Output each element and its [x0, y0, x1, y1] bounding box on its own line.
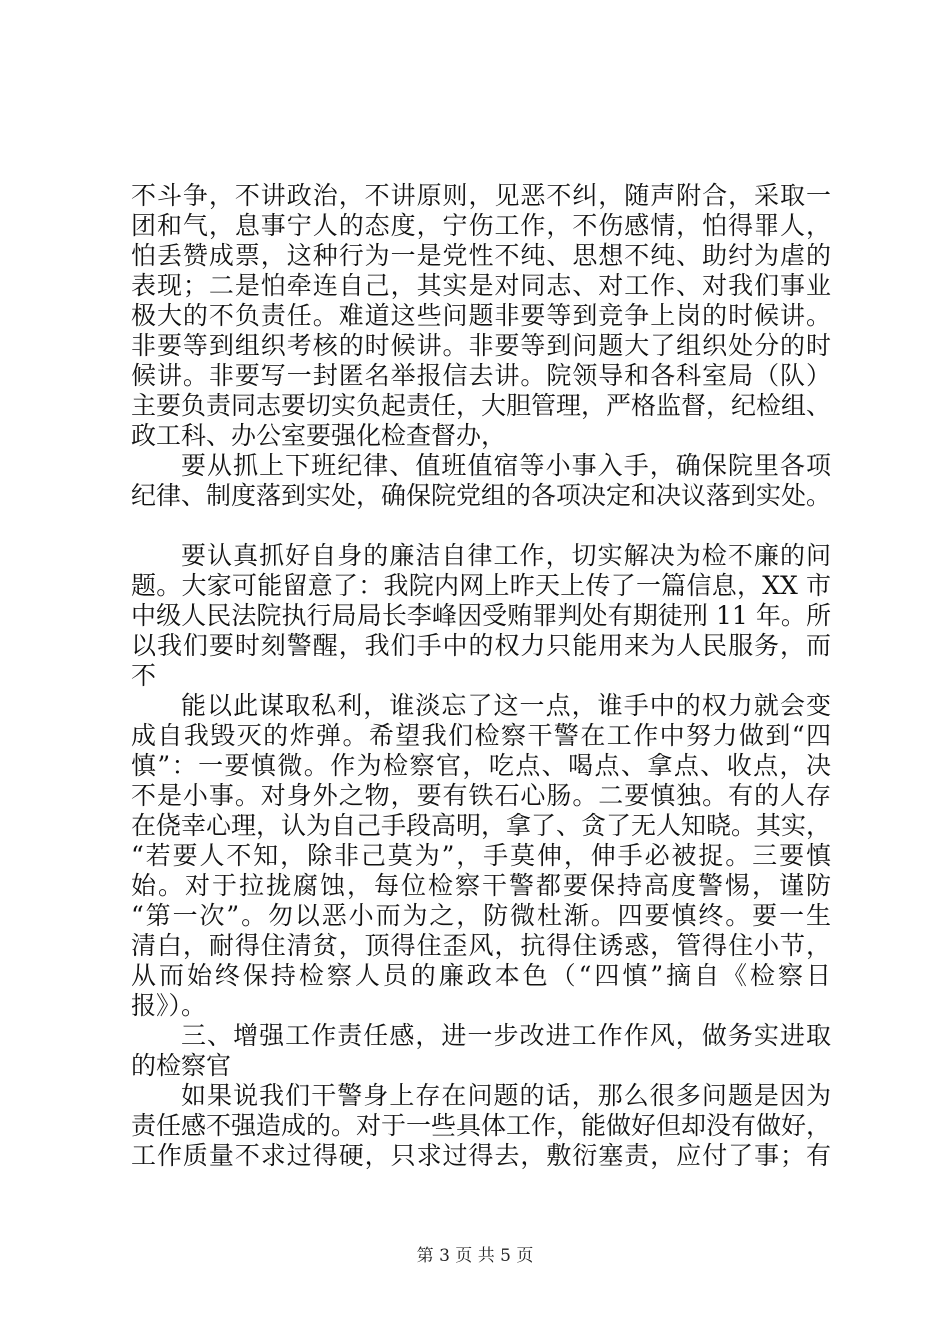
- text-line: 报》）。: [131, 991, 207, 1020]
- text-line: 始。对于拉拢腐蚀，每位检察干警都要保持高度警惕，谨防: [131, 871, 831, 900]
- text-line: 不斗争，不讲政治，不讲原则，见恶不纠，随声附合，采取一: [131, 181, 831, 210]
- text-line: 极大的不负责任。难道这些问题非要等到竞争上岗的时候讲。: [131, 301, 831, 330]
- text-line: 以我们要时刻警醒，我们手中的权力只能用来为人民服务，而: [131, 631, 831, 660]
- text-line: 如果说我们干警身上存在问题的话，那么很多问题是因为: [181, 1081, 831, 1110]
- text-line: 纪律、制度落到实处，确保院党组的各项决定和决议落到实处。: [131, 481, 832, 510]
- page-number-footer: 第 3 页 共 5 页: [416, 1246, 534, 1266]
- section-heading: 的检察官: [131, 1051, 232, 1080]
- text-line: 慎”：一要慎微。作为检察官，吃点、喝点、拿点、收点，决: [131, 751, 831, 780]
- text-line: 要从抓上下班纪律、值班值宿等小事入手，确保院里各项: [181, 451, 831, 480]
- text-line: 成自我毁灭的炸弹。希望我们检察干警在工作中努力做到“四: [131, 721, 831, 750]
- text-line: 表现；二是怕牵连自己，其实是对同志、对工作、对我们事业: [131, 271, 831, 300]
- text-line: 要认真抓好自身的廉洁自律工作，切实解决为检不廉的问: [181, 541, 831, 570]
- text-line: 责任感不强造成的。对于一些具体工作，能做好但却没有做好，: [131, 1111, 832, 1140]
- text-line: 清白，耐得住清贫，顶得住歪风，抗得住诱惑，管得住小节，: [131, 931, 831, 960]
- text-line: 从而始终保持检察人员的廉政本色（“四慎”摘自《检察日: [131, 961, 831, 990]
- text-line: 候讲。非要写一封匿名举报信去讲。院领导和各科室局（队）: [131, 361, 831, 390]
- text-line: 团和气，息事宁人的态度，宁伤工作，不伤感情，怕得罪人，: [131, 211, 831, 240]
- text-line: 能以此谋取私利，谁淡忘了这一点，谁手中的权力就会变: [181, 691, 831, 720]
- text-line: 不: [131, 661, 157, 690]
- section-heading: 三、增强工作责任感，进一步改进工作作风，做务实进取: [181, 1021, 831, 1050]
- text-line: 主要负责同志要切实负起责任，大胆管理，严格监督，纪检组、: [131, 391, 832, 420]
- text-line: 工作质量不求过得硬，只求过得去，敷衍塞责，应付了事；有: [131, 1141, 831, 1170]
- text-line: “第一次”。勿以恶小而为之，防微杜渐。四要慎终。要一生: [131, 901, 831, 930]
- text-line: 中级人民法院执行局局长李峰因受贿罪判处有期徒刑 11 年。所: [131, 601, 831, 630]
- text-line: 政工科、办公室要强化检查督办，: [131, 421, 507, 450]
- text-line: 在侥幸心理，认为自己手段高明，拿了、贪了无人知晓。其实，: [131, 811, 832, 840]
- text-line: “若要人不知，除非己莫为”，手莫伸，伸手必被捉。三要慎: [131, 841, 831, 870]
- text-line: 题。大家可能留意了：我院内网上昨天上传了一篇信息，XX 市: [131, 571, 831, 600]
- text-line: 非要等到组织考核的时候讲。非要等到问题大了组织处分的时: [131, 331, 831, 360]
- text-line: 怕丢赞成票，这种行为一是党性不纯、思想不纯、助纣为虐的: [131, 241, 831, 270]
- text-line: 不是小事。对身外之物，要有铁石心肠。二要慎独。有的人存: [131, 781, 831, 810]
